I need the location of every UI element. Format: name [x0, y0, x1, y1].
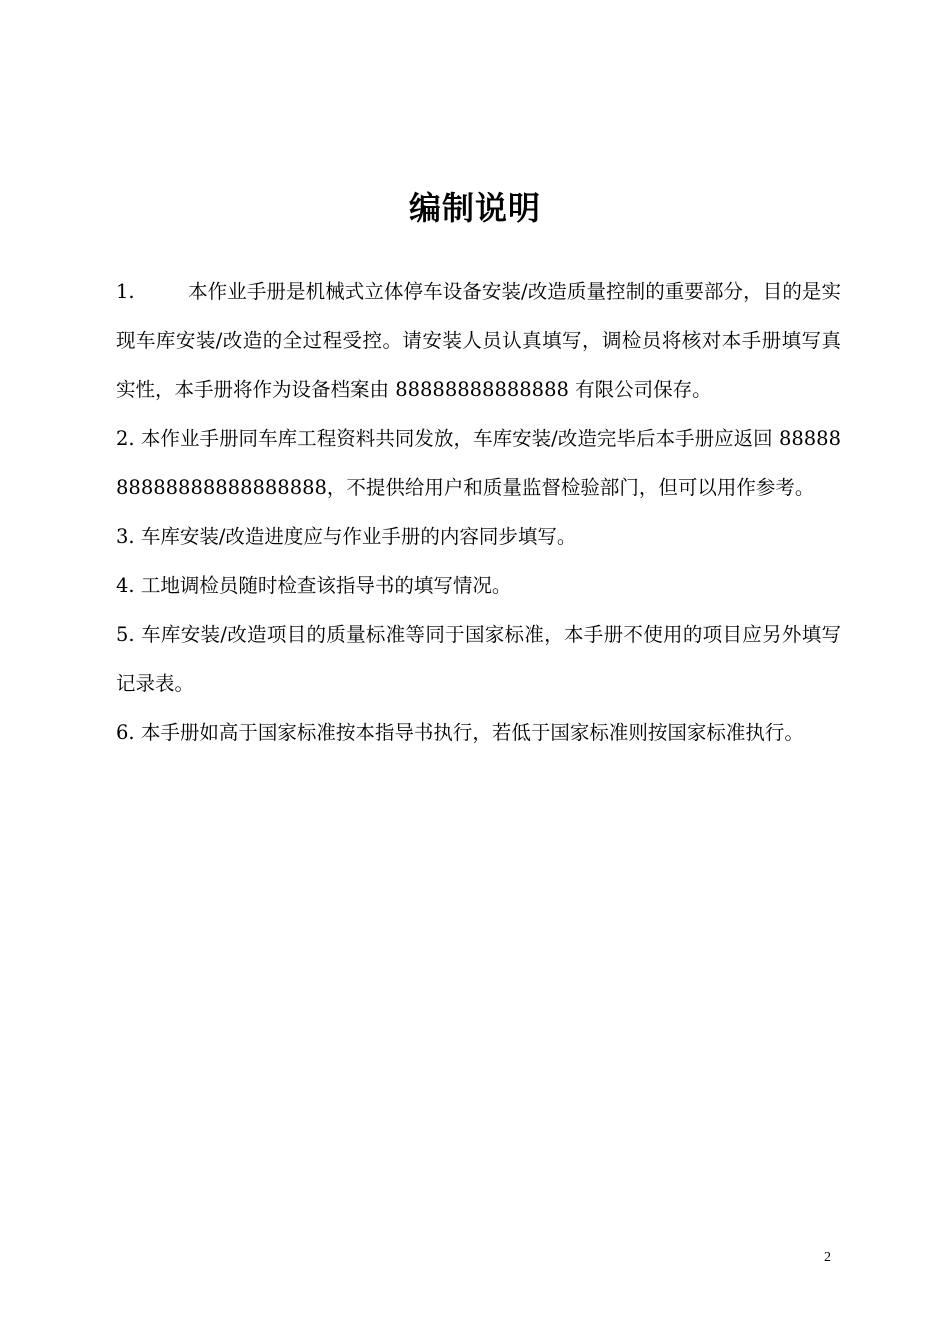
instruction-item-3	[116, 512, 841, 561]
item-number: 1.	[116, 280, 135, 303]
instruction-item-4	[116, 561, 841, 610]
item-text: 车库安装/改造项目的质量标准等同于国家标准，本手册不使用的项目应另外填写记录表。	[116, 623, 841, 695]
instruction-item-2	[116, 414, 841, 512]
instruction-item-6	[116, 708, 841, 757]
page-number: 2	[824, 1250, 831, 1265]
item-number: 4.	[116, 574, 135, 597]
item-number: 5.	[116, 623, 135, 646]
item-number: 3.	[116, 525, 135, 548]
item-text: 车库安装/改造进度应与作业手册的内容同步填写。	[140, 525, 577, 548]
item-text: 本手册如高于国家标准按本指导书执行，若低于国家标准则按国家标准执行。	[140, 721, 804, 744]
instruction-item-5	[116, 610, 841, 708]
item-text: 本作业手册同车库工程资料共同发放，车库安装/改造完毕后本手册应返回 8888888888888888888888，不提供给用户和质量监督检验部门，但可以用作参考。	[116, 427, 841, 499]
page-title: 编制说明	[408, 189, 541, 227]
item-number: 6.	[116, 721, 135, 744]
item-text: 本作业手册是机械式立体停车设备安装/改造质量控制的重要部分，目的是实现车库安装/改造的全过程受控。请安装人员认真填写，调检员将核对本手册填写真实性，本手册将作为设备档案由 88888888888888 有限公司保存。	[116, 280, 841, 401]
item-number: 2.	[116, 427, 135, 450]
item-text: 工地调检员随时检查该指导书的填写情况。	[140, 574, 512, 597]
instruction-item-1	[116, 267, 841, 414]
instructions-list	[116, 267, 841, 757]
